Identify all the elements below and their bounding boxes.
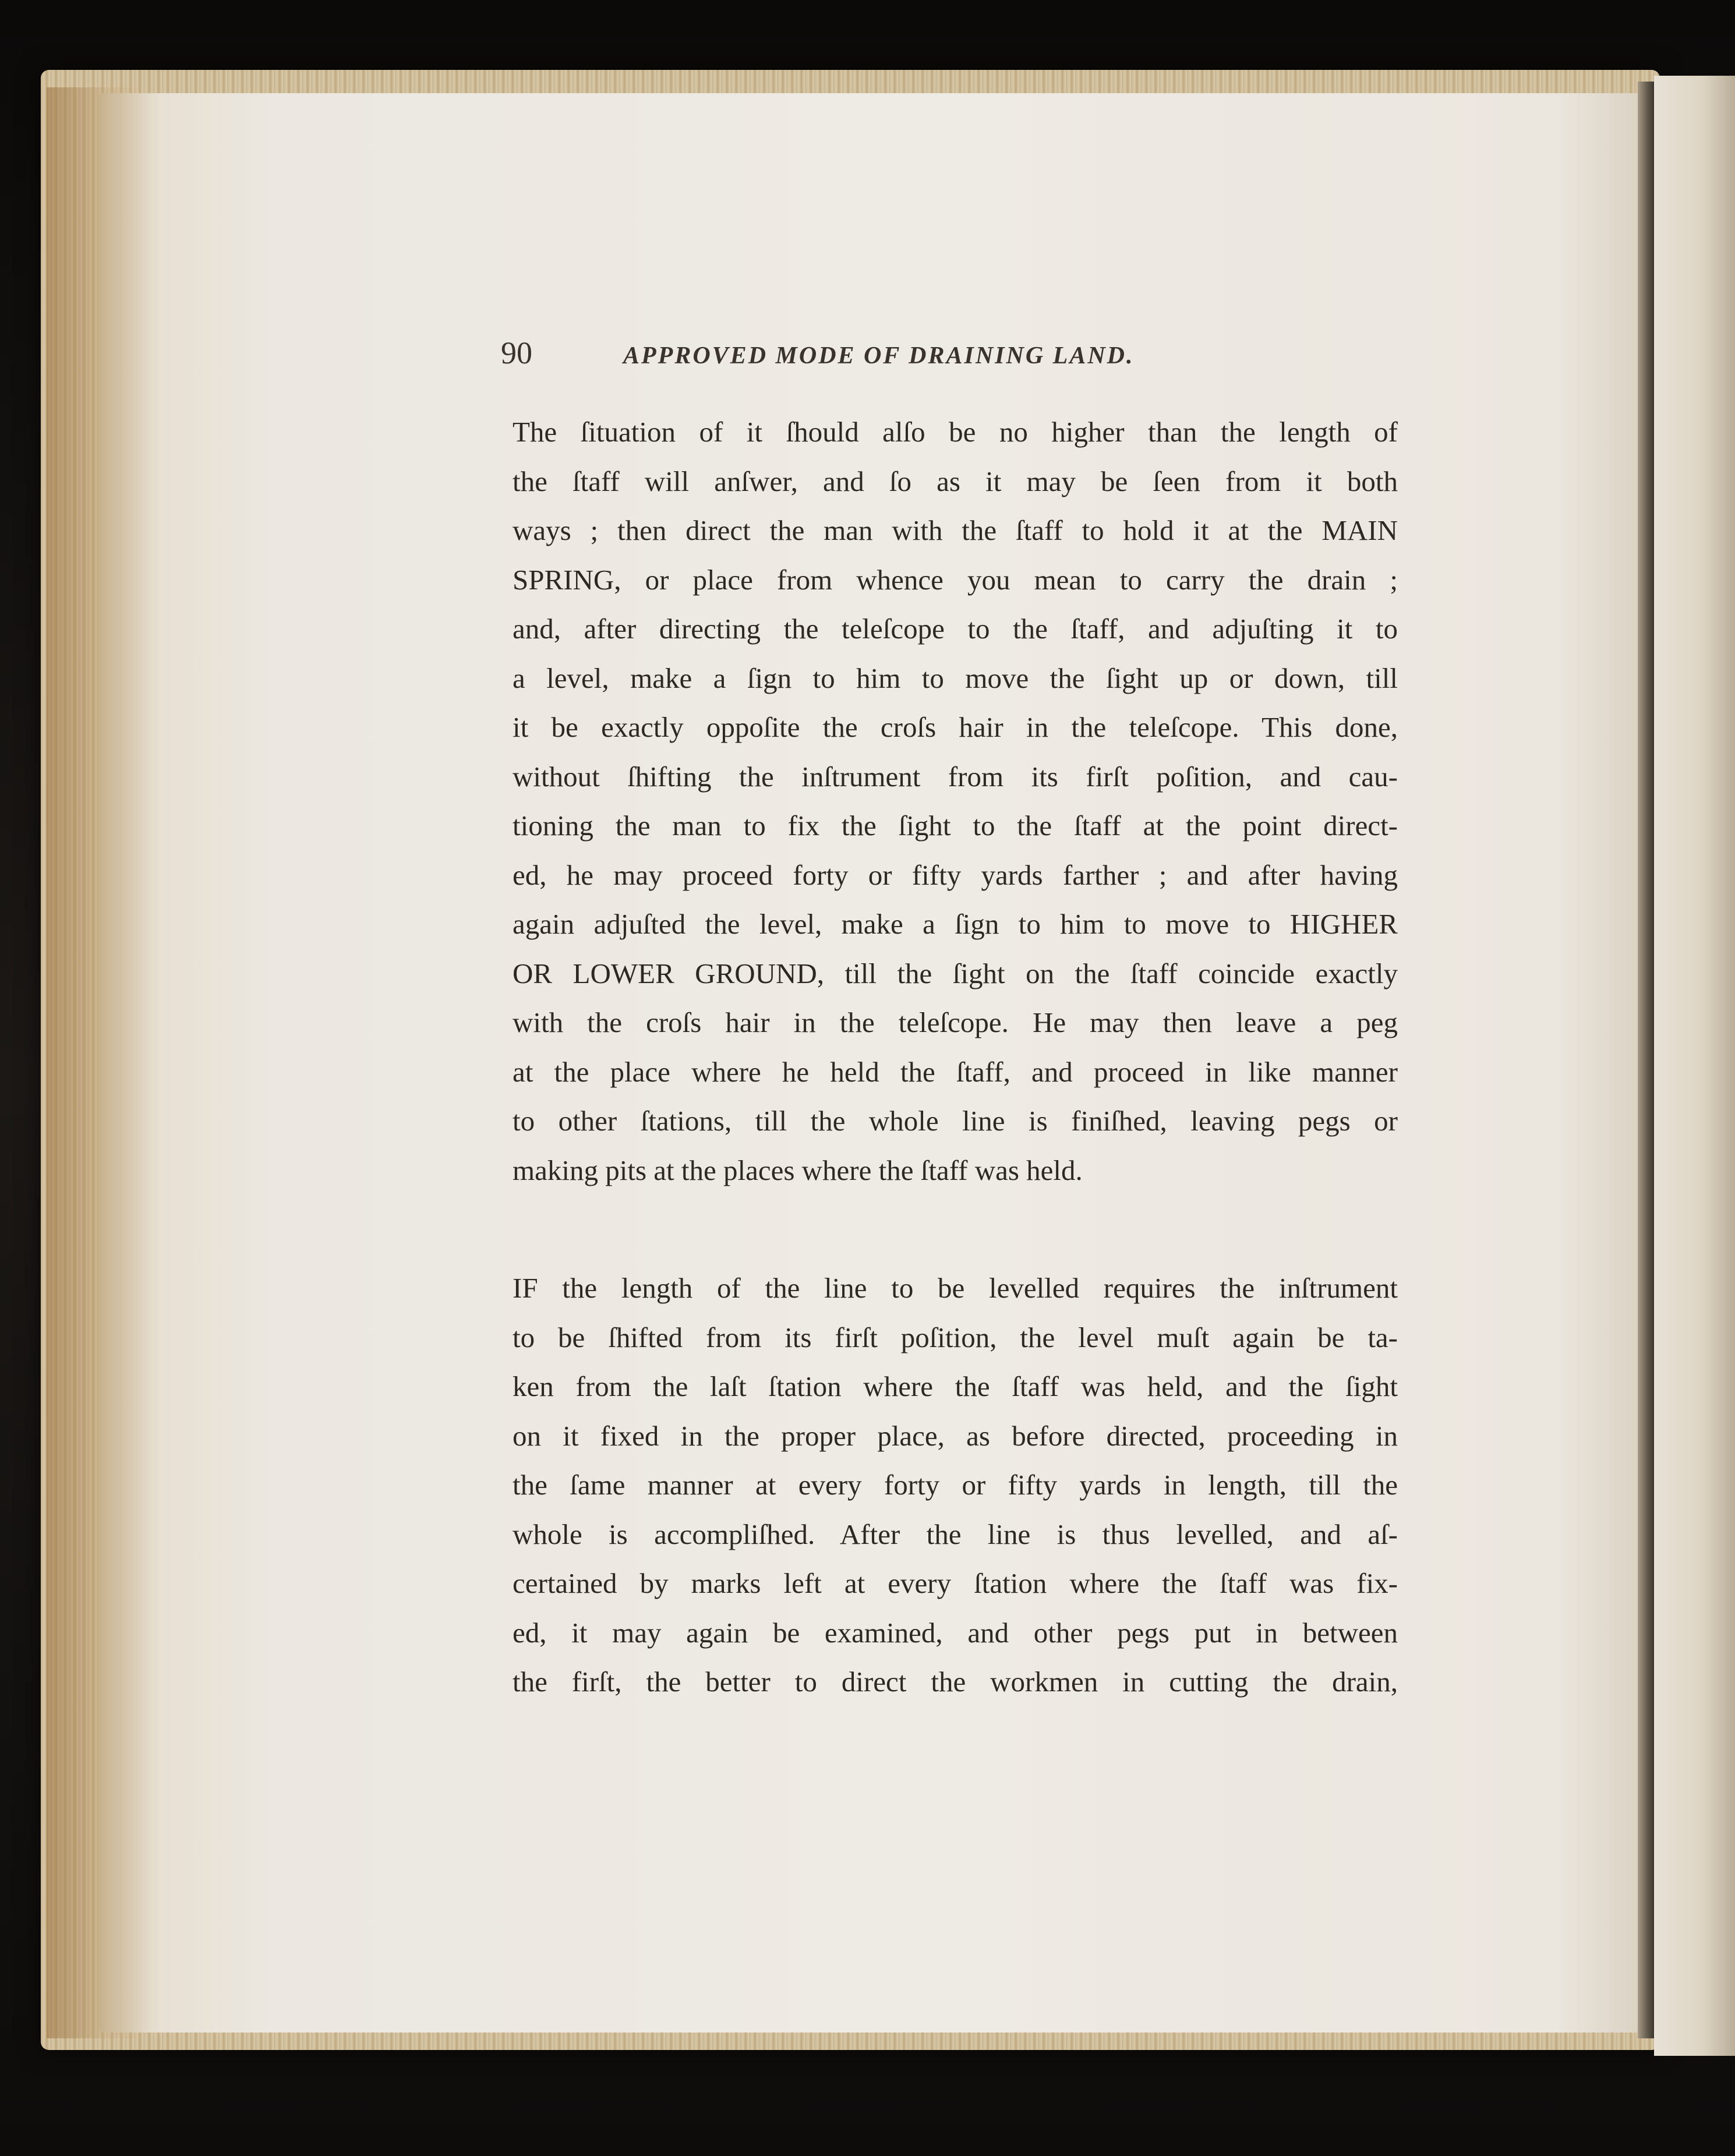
text-line: whole is accompliſhed. After the line is thus levelled, and aſ- bbox=[513, 1518, 1398, 1550]
book-gutter bbox=[1638, 82, 1654, 2038]
text-line: to other ſtations, till the whole line is finiſhed, leaving pegs or bbox=[513, 1105, 1398, 1137]
text-line: the ſame manner at every forty or fifty yards in length, till the bbox=[513, 1469, 1398, 1501]
text-line: certained by marks left at every ſtation where the ſtaff was fix- bbox=[513, 1567, 1398, 1599]
text-line: the ſtaff will anſwer, and ſo as it may be ſeen from it both bbox=[513, 465, 1398, 497]
page-edge-stain bbox=[47, 87, 146, 2038]
text-line: making pits at the places where the ſtaff was held. bbox=[513, 1154, 1083, 1186]
text-line: on it fixed in the proper place, as before directed, proceeding in bbox=[513, 1419, 1398, 1452]
text-line: ed, it may again be examined, and other pegs put in between bbox=[513, 1616, 1398, 1649]
text-line: The ſituation of it ſhould alſo be no higher than the length of bbox=[513, 416, 1398, 448]
text-line: tioning the man to fix the ſight to the ſtaff at the point direct- bbox=[513, 810, 1398, 842]
text-line: to be ſhifted from its firſt poſition, the level muſt again be ta- bbox=[513, 1321, 1398, 1353]
text-line: again adjuſted the level, make a ſign to him to move to HIGHER bbox=[513, 908, 1398, 940]
paragraph-2 bbox=[513, 1264, 1398, 1707]
text-line: at the place where he held the ſtaff, and proceed in like manner bbox=[513, 1055, 1398, 1088]
text-line: SPRING, or place from whence you mean to carry the drain ; bbox=[513, 563, 1398, 596]
text-line: the firſt, the better to direct the workmen in cutting the drain, bbox=[513, 1666, 1398, 1698]
page-header bbox=[501, 335, 1223, 381]
text-line: and, after directing the teleſcope to the ſtaff, and adjuſting it to bbox=[513, 613, 1398, 645]
page-number: 90 bbox=[501, 335, 532, 370]
running-head: APPROVED MODE OF DRAINING LAND. bbox=[623, 342, 1135, 369]
body-text bbox=[513, 408, 1398, 1707]
text-line: ways ; then direct the man with the ſtaff to hold it at the MAIN bbox=[513, 514, 1398, 546]
facing-page-edge bbox=[1654, 76, 1735, 2056]
text-line: without ſhifting the inſtrument from its firſt poſition, and cau- bbox=[513, 760, 1398, 793]
text-line: ken from the laſt ſtation where the ſtaff was held, and the ſight bbox=[513, 1370, 1398, 1402]
text-line: ed, he may proceed forty or fifty yards farther ; and after having bbox=[513, 858, 1398, 891]
text-line: it be exactly oppoſite the croſs hair in the teleſcope. This done, bbox=[513, 711, 1398, 743]
text-line: with the croſs hair in the teleſcope. He may then leave a peg bbox=[513, 1006, 1398, 1038]
text-line: IF the length of the line to be levelled requires the inſtrument bbox=[513, 1272, 1398, 1304]
paragraph-1 bbox=[513, 408, 1398, 1195]
text-line: OR LOWER GROUND, till the ſight on the ſtaff coincide exactly bbox=[513, 957, 1398, 989]
text-line: a level, make a ſign to him to move the ſight up or down, till bbox=[513, 662, 1398, 694]
paragraph-gap bbox=[513, 1195, 1398, 1264]
